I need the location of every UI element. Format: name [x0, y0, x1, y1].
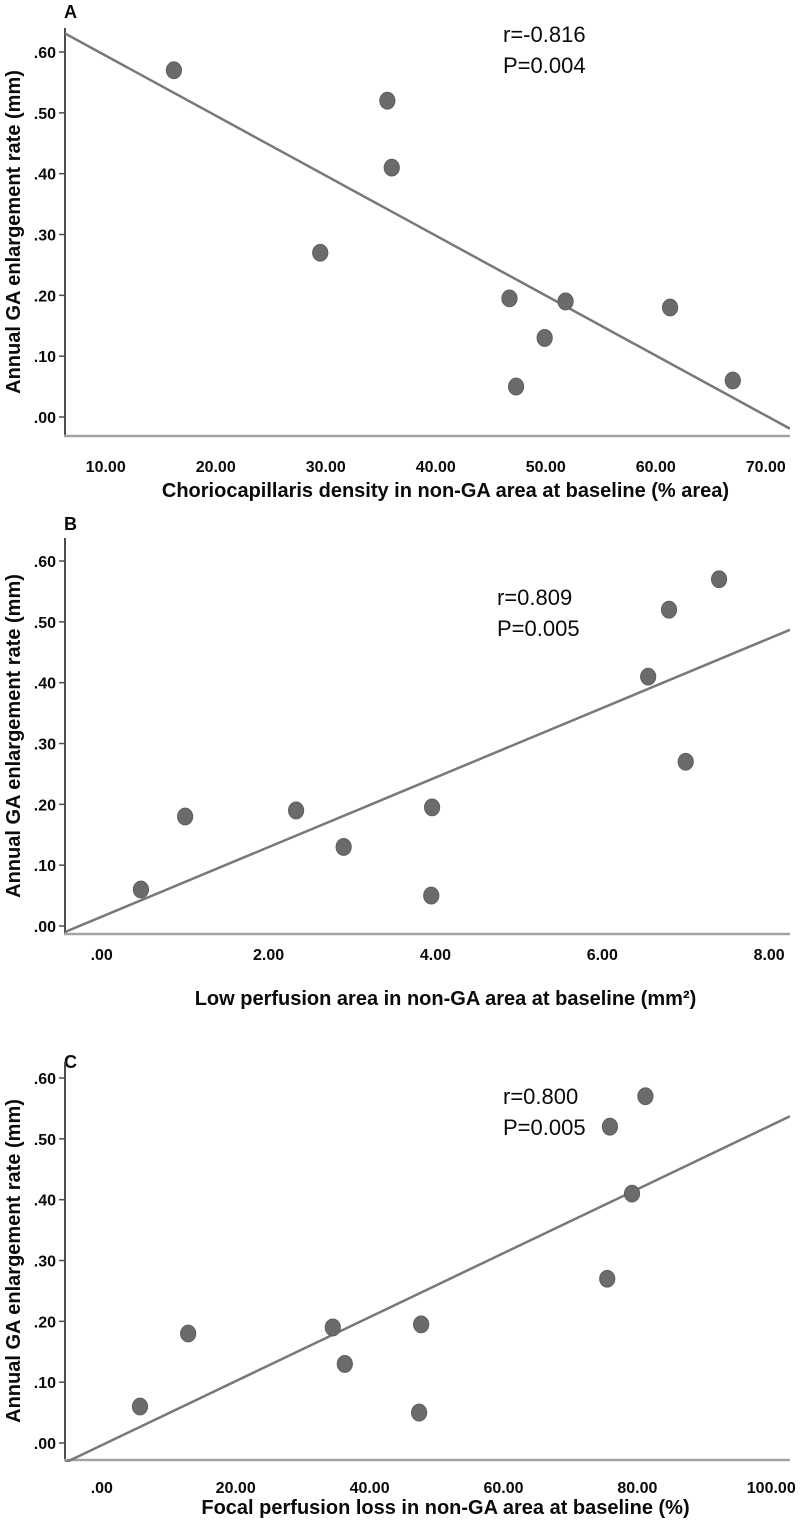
regression-line — [65, 630, 790, 932]
x-tick-label: .00 — [90, 1480, 113, 1497]
y-tick-label: .50 — [33, 614, 56, 632]
data-point — [414, 1316, 429, 1333]
x-tick-label: 70.00 — [745, 459, 786, 476]
y-tick-label: .20 — [33, 797, 56, 815]
y-axis-title: Annual GA enlargement rate (mm) — [3, 1099, 25, 1423]
y-tick-label: .50 — [33, 105, 56, 123]
y-axis-title: Annual GA enlargement rate (mm) — [3, 574, 25, 898]
correlation-p-value: P=0.005 — [503, 1115, 586, 1140]
x-tick-label: 100.00 — [746, 1480, 796, 1497]
x-tick-label: 40.00 — [415, 459, 456, 476]
y-tick-label: .60 — [33, 45, 56, 63]
y-tick-label: .30 — [33, 1253, 56, 1271]
regression-line — [65, 33, 790, 428]
data-point — [602, 1118, 617, 1135]
x-tick-label: 20.00 — [215, 1480, 256, 1497]
scatter-plot-B — [0, 510, 800, 1020]
x-tick-label: 20.00 — [195, 459, 236, 476]
correlation-r-value: r=-0.816 — [503, 22, 586, 47]
y-tick-label: .00 — [33, 1436, 56, 1453]
data-point — [662, 299, 677, 316]
panel-A — [0, 0, 800, 510]
data-point — [537, 330, 552, 347]
y-tick-label: .30 — [33, 227, 56, 245]
data-point — [502, 290, 517, 307]
x-tick-label: 80.00 — [617, 1480, 658, 1497]
data-point — [678, 753, 693, 770]
y-tick-label: .10 — [33, 858, 56, 876]
y-tick-label: .40 — [33, 1192, 56, 1210]
correlation-r-value: r=0.809 — [497, 585, 573, 610]
x-axis-title: Choriocapillaris density in non-GA area at baseline (% area) — [161, 480, 730, 502]
data-point — [424, 887, 439, 904]
correlation-p-value: P=0.005 — [497, 616, 580, 641]
panel-letter: A — [64, 2, 77, 22]
y-tick-label: .00 — [33, 919, 56, 936]
correlation-p-value: P=0.004 — [503, 53, 586, 78]
regression-line — [65, 1116, 790, 1462]
x-tick-label: 40.00 — [349, 1480, 390, 1497]
data-point — [600, 1270, 615, 1287]
data-point — [166, 62, 181, 79]
correlation-r-value: r=0.800 — [503, 1084, 579, 1109]
y-tick-label: .60 — [33, 554, 56, 572]
panel-letter: B — [64, 514, 77, 534]
panel-C — [0, 1020, 800, 1529]
y-tick-label: .40 — [33, 166, 56, 184]
scatter-plot-A — [0, 0, 800, 510]
x-axis-title: Focal perfusion loss in non-GA area at baseline (%) — [201, 1497, 690, 1519]
data-point — [412, 1404, 427, 1421]
x-tick-label: 8.00 — [753, 947, 785, 964]
y-tick-label: .20 — [33, 1314, 56, 1332]
data-point — [624, 1185, 639, 1202]
y-tick-label: .10 — [33, 1375, 56, 1393]
data-point — [336, 839, 351, 856]
y-tick-label: .00 — [33, 410, 56, 427]
panel-B — [0, 510, 800, 1020]
y-tick-label: .40 — [33, 675, 56, 693]
y-tick-label: .20 — [33, 288, 56, 306]
data-point — [337, 1356, 352, 1373]
data-point — [380, 92, 395, 109]
data-point — [181, 1325, 196, 1342]
panel-letter: C — [64, 1052, 77, 1072]
data-point — [178, 808, 193, 825]
data-point — [711, 571, 726, 588]
x-tick-label: 30.00 — [305, 459, 346, 476]
data-point — [725, 372, 740, 389]
x-tick-label: 60.00 — [635, 459, 676, 476]
x-tick-label: 60.00 — [483, 1480, 524, 1497]
x-tick-label: 10.00 — [85, 459, 126, 476]
y-tick-label: .30 — [33, 736, 56, 754]
data-point — [133, 881, 148, 898]
x-tick-label: 50.00 — [525, 459, 566, 476]
x-tick-label: .00 — [90, 947, 113, 964]
y-axis-title: Annual GA enlargement rate (mm) — [3, 70, 25, 394]
data-point — [313, 244, 328, 261]
data-point — [288, 802, 303, 819]
data-point — [558, 293, 573, 310]
data-point — [508, 378, 523, 395]
x-axis-title: Low perfusion area in non-GA area at baseline (mm²) — [194, 988, 697, 1010]
x-tick-label: 4.00 — [419, 947, 451, 964]
data-point — [661, 601, 676, 618]
x-tick-label: 2.00 — [252, 947, 285, 964]
y-tick-label: .10 — [33, 349, 56, 367]
data-point — [325, 1319, 340, 1336]
y-tick-label: .60 — [33, 1071, 56, 1089]
data-point — [641, 668, 656, 685]
y-tick-label: .50 — [33, 1131, 56, 1149]
data-point — [638, 1088, 653, 1105]
x-tick-label: 6.00 — [586, 947, 618, 964]
scatter-plot-C — [0, 1020, 800, 1529]
data-point — [132, 1398, 147, 1415]
data-point — [424, 799, 439, 816]
data-point — [384, 159, 399, 176]
